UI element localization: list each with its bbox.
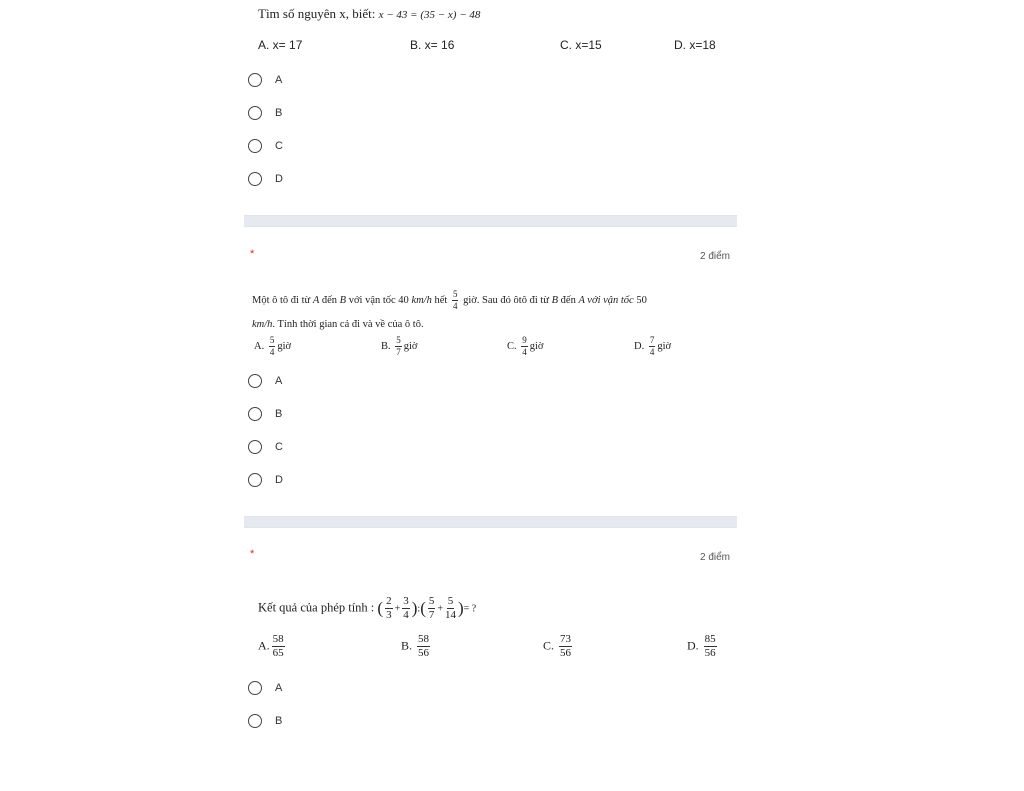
q1-choice-b[interactable]: B bbox=[248, 106, 282, 120]
q3-option-d: D. $\frac{85}{56}$ bbox=[687, 633, 716, 659]
q1-choice-a[interactable]: A bbox=[248, 73, 282, 87]
q1-option-c: C. x=15 bbox=[560, 38, 602, 52]
q3-option-a: A. $\frac{58}{65}$ bbox=[258, 633, 284, 659]
q1-option-b: B. x= 16 bbox=[410, 38, 455, 52]
q2-option-c: C. $\frac{9}{4}$ giờ bbox=[507, 335, 544, 357]
q3-points: 2 điểm bbox=[700, 552, 731, 563]
q2-choice-b[interactable]: B bbox=[248, 407, 282, 421]
q3-option-b: B. $\frac{58}{56}$ bbox=[401, 633, 430, 659]
q1-option-d: D. x=18 bbox=[674, 38, 716, 52]
radio-button[interactable] bbox=[248, 139, 262, 153]
q3-prompt: Kết quả của phép tính : ( $\frac{2}{3}$ + $\frac{3}{4}$ ):( $\frac{5}{7}$ + $\frac{5}{14}$ )= ? bbox=[258, 595, 477, 621]
radio-button[interactable] bbox=[248, 407, 262, 421]
section-divider bbox=[244, 215, 737, 227]
q2-choice-d[interactable]: D bbox=[248, 473, 283, 487]
q3-choice-a[interactable]: A bbox=[248, 681, 282, 695]
radio-button[interactable] bbox=[248, 106, 262, 120]
fraction: $\frac{5}{4}$ bbox=[452, 289, 458, 311]
required-asterisk: * bbox=[250, 548, 255, 560]
required-asterisk: * bbox=[250, 248, 255, 260]
q2-text-line2: km/h. Tính thời gian cả đi và về của ô tô. bbox=[252, 319, 424, 330]
radio-button[interactable] bbox=[248, 681, 262, 695]
radio-button[interactable] bbox=[248, 374, 262, 388]
radio-button[interactable] bbox=[248, 172, 262, 186]
q3-option-c: C. $\frac{73}{56}$ bbox=[543, 633, 572, 659]
q2-option-a: A. $\frac{5}{4}$ giờ bbox=[254, 335, 292, 357]
q3-choice-b[interactable]: B bbox=[248, 714, 282, 728]
q2-option-b: B. $\frac{5}{7}$ giờ bbox=[381, 335, 418, 357]
radio-button[interactable] bbox=[248, 714, 262, 728]
radio-button[interactable] bbox=[248, 73, 262, 87]
radio-button[interactable] bbox=[248, 473, 262, 487]
q2-text-line1: Một ô tô đi từ A đến B với vận tốc 40 km/h hết $\frac{5}{4}$ giờ. Sau đó ôtô đi từ B đến A với vận tốc 50 bbox=[252, 289, 647, 311]
q1-prompt: Tìm số nguyên x, biết: x − 43 = (35 − x) − 48 bbox=[258, 6, 481, 21]
q2-option-d: D. $\frac{7}{4}$ giờ bbox=[634, 335, 672, 357]
q1-equation: x − 43 = (35 − x) − 48 bbox=[378, 9, 481, 21]
q2-choice-c[interactable]: C bbox=[248, 440, 283, 454]
q2-points: 2 điểm bbox=[700, 251, 731, 262]
radio-button[interactable] bbox=[248, 440, 262, 454]
q2-choice-a[interactable]: A bbox=[248, 374, 282, 388]
q1-option-a: A. x= 17 bbox=[258, 38, 303, 52]
section-divider bbox=[244, 516, 737, 528]
q1-choice-c[interactable]: C bbox=[248, 139, 283, 153]
q1-choice-d[interactable]: D bbox=[248, 172, 283, 186]
